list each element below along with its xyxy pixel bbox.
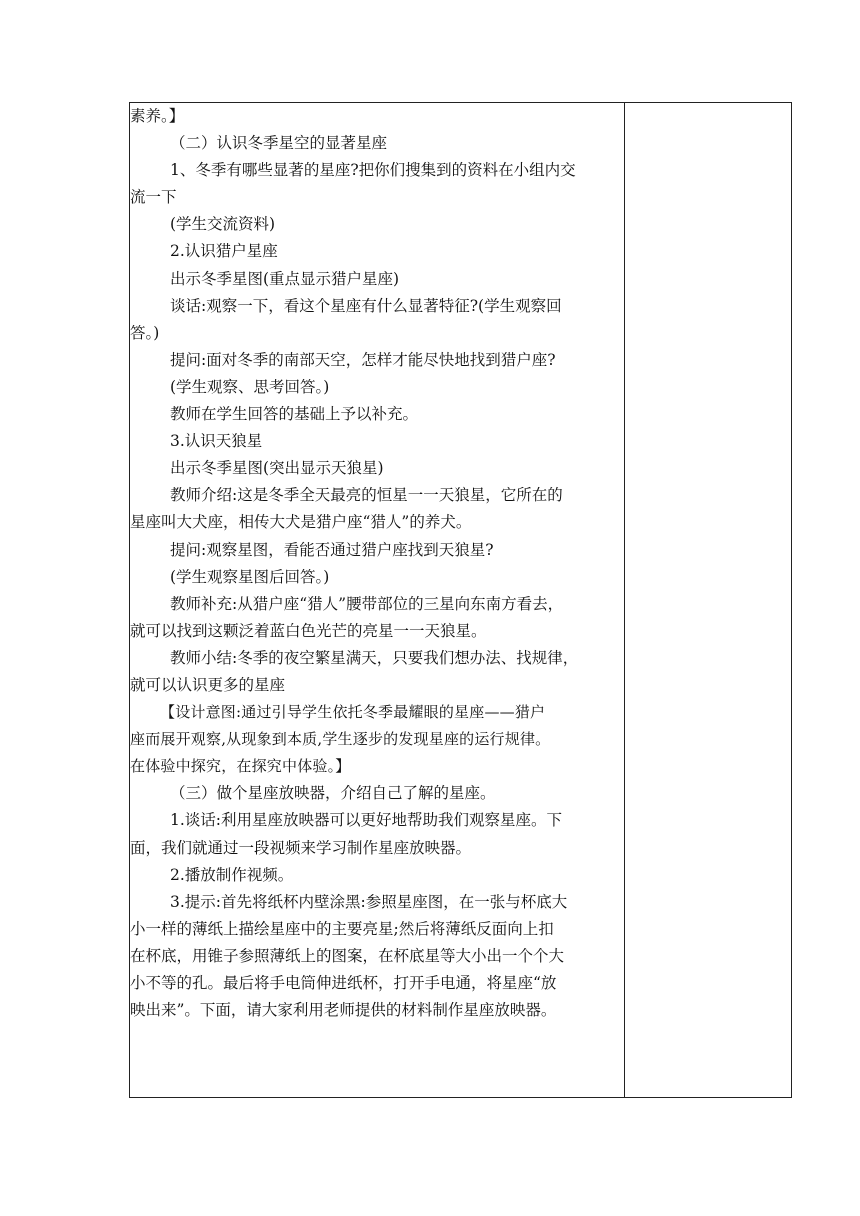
text-line: 1.谈话:利用星座放映器可以更好地帮助我们观察星座。下 — [170, 811, 563, 830]
lesson-plan-table — [129, 102, 792, 1098]
text-line: 映出来”。下面，请大家利用老师提供的材料制作星座放映器。 — [130, 1001, 557, 1020]
text-line: 出示冬季星图(突出显示天狼星) — [170, 459, 384, 478]
design-intent-note: 【设计意图:通过引导学生依托冬季最耀眼的星座——猎户 — [160, 703, 546, 722]
text-line: 教师在学生回答的基础上予以补充。 — [170, 405, 419, 424]
text-line: 就可以找到这颗泛着蓝白色光芒的亮星一一天狼星。 — [130, 621, 487, 640]
text-line: 提问:面对冬季的南部天空，怎样才能尽快地找到猎户座? — [170, 350, 556, 369]
text-line: 在杯底，用锥子参照薄纸上的图案，在杯底星等大小出一个个大 — [130, 946, 565, 965]
notes-cell — [625, 103, 792, 1098]
design-intent-note: 在体验中探究，在探究中体验。】 — [130, 757, 351, 776]
text-line: (学生交流资料) — [170, 215, 276, 234]
subheading: 3.认识天狼星 — [170, 432, 263, 451]
text-line: 小不等的孔。最后将手电筒伸进纸杯，打开手电通，将星座“放 — [130, 974, 557, 992]
text-line: 答。) — [130, 323, 160, 342]
design-intent-note: 座而展开观察,从现象到本质,学生逐步的发现星座的运行规律。 — [130, 730, 551, 749]
content-cell — [130, 103, 625, 1098]
text-line: 教师补充:从猎户座“猎人”腰带部位的三星向东南方看去， — [170, 594, 564, 613]
text-line: 面，我们就通过一段视频来学习制作星座放映器。 — [130, 838, 472, 857]
text-line: (学生观察、思考回答。) — [170, 377, 330, 396]
text-line: 教师小结:冬季的夜空繁星满天，只要我们想办法、找规律， — [170, 648, 579, 667]
text-line: 3.提示:首先将纸杯内壁涂黑:参照星座图，在一张与杯底大 — [170, 892, 568, 911]
section-heading: （三）做个星座放映器，介绍自己了解的星座。 — [170, 784, 496, 803]
text-line: 教师介绍:这是冬季全天最亮的恒星一一天狼星，它所在的 — [170, 486, 563, 505]
text-line: 1、冬季有哪些显著的星座?把你们搜集到的资料在小组内交 — [170, 161, 576, 180]
text-line: (学生观察星图后回答。) — [170, 567, 330, 586]
subheading: 2.认识猎户星座 — [170, 242, 278, 261]
table-row — [130, 103, 792, 1098]
text-line: 小一样的薄纸上描绘星座中的主要亮星;然后将薄纸反面向上扣 — [130, 919, 554, 938]
text-line: 流一下 — [130, 188, 177, 207]
text-line: 素养。】 — [130, 107, 185, 125]
text-line: 星座叫大犬座，相传大犬是猎户座“猎人”的养犬。 — [130, 513, 472, 532]
text-line: 就可以认识更多的星座 — [130, 675, 286, 694]
section-heading: （二）认识冬季星空的显著星座 — [170, 134, 388, 153]
text-line: 出示冬季星图(重点显示猎户星座) — [170, 269, 400, 288]
text-line: 2.播放制作视频。 — [170, 865, 294, 884]
text-line: 谈话:观察一下，看这个星座有什么显著特征?(学生观察回 — [170, 296, 562, 315]
text-line: 提问:观察星图，看能否通过猎户座找到天狼星? — [170, 540, 494, 559]
